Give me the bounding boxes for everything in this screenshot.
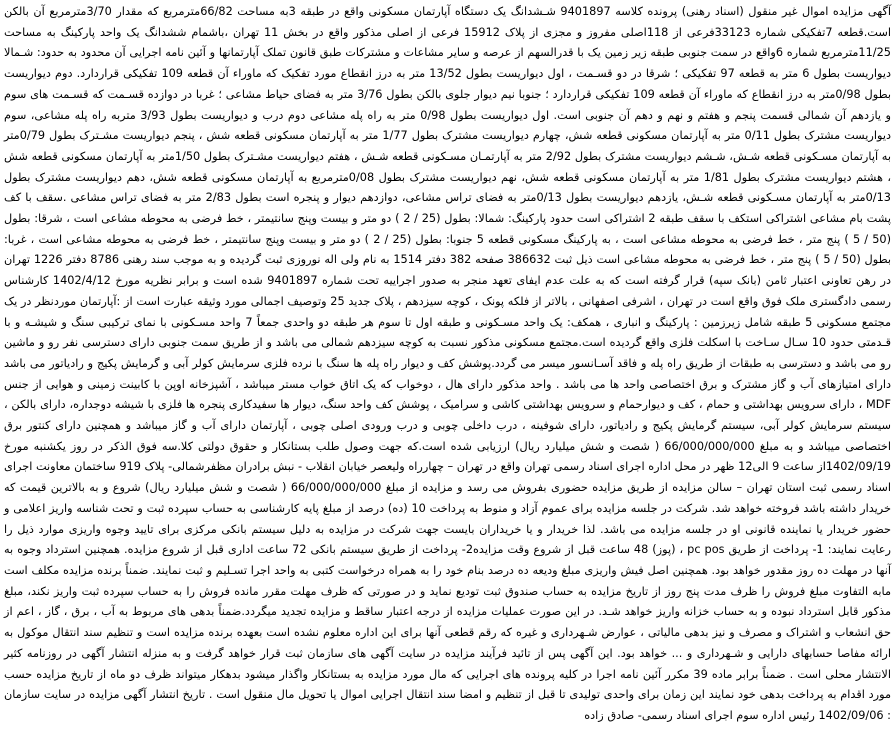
auction-notice-body: آگهی مزایده اموال غیر منقول (اسناد رهنی) پرونده کلاسه 9401897 شـشدانگ یک دستگاه آپارتمان مسکونی واقع در طبقه 3به مساحت 66/82مترمربع که مقدار 3/70مترمربع آن بالکن است.قطعه 7تفکیکی شماره 33123فرعی از 118اصلی مفروز و مجزی از پلاک 15912 فرعی از اصلی مذکور واقع در بخش 11 تهران ،باشمام ششدانگ یک واحد پارکینگ به مساحت 11/25مترمربع شماره 6واقع در سمت جنوبی طبقه زیر زمین یک با قدرالسهم از عرصه و سایر مشاعات و مشترکات طبق قانون تملک آپارتمانها و آئین نامه اجرایی آن محدود به حدود: شـمالا دیواریست بطول 6 متر به قطعه 97 تفکیکی ؛ شرقا در دو قسـمت ، اول دیواریست بطول 13/52 متر به درز انقطاع مورد تفکیک که ماوراء آن قطعه 109 تفکیکی قراردارد. دوم دیواریست بطول 0/98متر به درز انقطاع که ماوراء آن قطعه 109 تفکیکی قراردارد ؛ جنوبا نیم دیوار جلوی بالکن بطول 3/76 متر به فضای حیاط مشاعی ؛ غربا در دوازده قسـمت که قسـمت های سوم و یازدهم آن شمالی قسمت پنجم و هفتم و نهم و دهم آن جنوبی است. اول دیواریست بطول 0/98 متر به راه پله مشاعی دوم درب و دیواریست بطول 3/93 متربه راه پله مشاعی، سوم دیواریست مشترک بطول 0/11 متر به آپارتمان مسکونی قطعه شش، چهارم دیواریست مشترک بطول 1/77 متر به آپارتمان مسکونی قطعه شش ، پنجم دیواریست مشـترک بطول 0/79متر به آپارتمان مسـکونی قطعه شـش، شـشم دیواریست مشترک بطول 2/92 متر به آپارتمـان مسـکونی قطعه شـش ، هفتم دیواریست مشـترک بطول 1/50متر به آپارتمان مسکونی قطعه شش ، هشتم دیواریست مشترک بطول 1/81 متر به آپارتمان مسکونی قطعه شش، نهم دیواریست مشترک بطول 0/08مترمربع به آپارتمان مسکونی قطعه شش، دهم دیواریست مشترک بطول 0/13متر به آپارتمان مسـکونی قطعه شـش، یازدهم دیواریست بطول 0/13متر به فضای تراس مشاعی، دوازدهم دیوار و پنجره است بطول 2/83 متر به فضای تراس مشاعی .سقف با کف پشت بام مشاعی اشتراکی استکف با سقف طبقه 2 اشتراکی است حدود پارکینگ: شمالا: بطول (25 / 2 ) دو متر و بیست وپنج سانتیمتر ، خط فرضی به محوطه مشاعی است ، شرقا: بطول (50 / 5 ) پنج متر ، خط فرضی به محوطه مشاعی است ، به پارکینگ مسکونی قطعه 5 جنوبا: بطول (25 / 2 ) دو متر و بیست وپنج سانتیمتر ، خط فرضی به محوطه مشاعی است ، غربا: بطول (50 / 5 ) پنج متر ، خط فرضی به محوطه مشاعی است ذیل ثبت 386632 صفحه 382 دفتر 1514 به نام ولی اله نوروزی ثبت گردیده و به موجب سند رهنی 8786 دفتر 1226 تهران در رهن تعاونی اعتبار ثامن (بانک سپه) قرار گرفته است که به علت عدم ایفای تعهد منجر به صدور اجراییه تحت شماره 9401897 شده است و برابر نظریه مورخ 1402/4/12 کارشناس رسمی دادگستری ملک فوق واقع است در تهران ، اشرفی اصفهانی ، بالاتر از فلکه پونک ، کوچه سیزدهم ، پلاک جدید 25 وتوصیف اجمالی مورد وثیقه عبارت است از :آپارتمان موردنظر در یک مجتمع مسکونی 5 طبقه شامل زیرزمین : پارکینگ و انباری ، همکف: یک واحد مسـکونی و طبقه اول تا سوم هر طبقه دو واحدی جمعاً 7 واحد مسـکونی با نمای ترکیبی سنگ و شیشـه و با قـدمتی حدود 10 سـال سـاخت با اسکلت فلزی واقع گردیده است.مجتمع مسکونی مذکور نسبت به کوچه سیزدهم شمالی می باشد و از طریق سمت جنوبی دارای دسترسی نفر رو و ماشین رو می باشد و دسترسی به طبقات از طریق راه پله و فاقد آسـانسور میسر می گردد.پوشش کف و دیوار راه پله ها سنگ با نرده فلزی سرمایش کولر آبی و گرمایش پکیج و رادیاتور می باشد دارای امتیازهای آب و گاز مشترک و برق اختصاصی واحد ها می باشد . واحد مذکور دارای هال ، دوخواب که یک اتاق خواب مستر میباشد ، آشپزخانه اوپن با کابینت زمینی و هوایی از جنس MDF ، دارای سرویس بهداشتی و حمام ، کف و دیوارحمام و سرویس بهداشتی کاشی و سرامیک ، پوشش کف واحد سنگ، دیوار ها سفیدکاری پنجره ها فلزی با شیشه دوجداره، دارای بالکن ، سیستم سرمایش کولر آبی، سیستم گرمایش پکیج و رادیاتور، دارای شوفینه ، درب داخلی چوبی و درب ورودی اصلی چوبی ، آپارتمان دارای آب و گاز میباشد و همچنین دارای کنتور برق اختصاصی میباشد و به مبلغ 66/000/000/000 ( شصت و شش میلیارد ریال) ارزیابی شده است.که جهت وصول طلب بستانکار و حقوق دولتی کلا.سه فوق الذکر در روز یکشنبه مورخ 1402/09/19از ساعت 9 الی12 ظهر در محل اداره اجرای اسناد رسمی تهران واقع در تهران – چهارراه ولیعصر خیابان انقلاب - نبش برادران مظفرشمالی- پلاک 919 ساختمان معاونت اجرای اسناد رسمی ثبت استان تهران – سالن مزایده از طریق مزایده حضوری بفروش می رسد و مزایده از مبلغ 66/000/000/000 ( شصت و شش میلیارد ریال) شروع و به بالاترین قیمت که خریدار داشته باشد فروخته خواهد شد. شرکت در جلسه مزایده برای عموم آزاد و منوط به پرداخت 10 (ده) درصد از مبلغ پایه کارشناسی به حساب سپرده ثبت و تحت شناسه واریز اعلامی و حضور خریدار یا نماینده قانونی او در جلسه مزایده می باشد. لذا خریدار و یا خریداران بایست جهت شرکت در مزایده به دلیل سیستم بانکی مرکزی برای تایید وجوه واریزی موارد ذیل را رعایت نمایند: 1- پرداخت از طریق pc pos ، (پوز) 48 ساعت قبل از شروع وقت مزایده2- پرداخت از طریق سیستم بانکی 72 ساعت اداری قبل از شروع مزایده. همچنین استرداد وجوه به آنها در مهلت ده روز مقدور خواهد بود. همچنین اصل فیش واریزی مبلغ ودیعه ده درصد بنام خود را به همراه درخواست کتبی به واحد اجرا تسـلیم و ثبت نمایند. ضمناً برنده مزایده مکلف است مابه التفاوت مبلغ فروش را ظرف مدت پنج روز از تاریخ مزایده به حساب صندوق ثبت تودیع نماید و در صورتی که ظرف مهلت مقرر مانده فروش را به حساب سپرده ثبت واریز نکند، مبلغ مذکور قابل استرداد نبوده و به حساب خزانه واریز خواهد شـد. در این صورت عملیات مزایده از درجه اعتبار ساقط و مزایده تجدید میگردد.ضمناً بدهی های مربوط به آب ، برق ، گاز ، اعم از حق انشعاب و اشتراک و مصرف و نیز بدهی مالیاتی ، عوارض شـهرداری و غیره که رقم قطعی آنها برای این اداره معلوم نشده است بعهده برنده مزایده است و تنظیم سند انتقال موکول به ارائه مفاصا حسابهای دارایی و شـهرداری و ... خواهد بود. این آگهی پس از تائید فرآیند مزایده در سایت آگهی های سازمان ثبت قرار خواهد گرفت و به منزله انتشار آگهی در روزنامه کثیر الانتشار محلی است . ضمناً برابر ماده 39 مکرر آئین نامه اجرا در کلیه پرونده های اجرایی که مال مورد مزایده به بستانکار واگذار میشود بدهکار میتواند ظرف دو ماه از تاریخ مزایده حسب مورد اقدام به پرداخت بدهی خود نمایند این زمان برای واحدی تولیدی تا قبل از تنظیم و امضا سند انتقال اجرایی اموال یا تحویل مال منقول است . تاریخ انتشار آگهی مزایده در سایت سازمان : 1402/09/06 رئیس اداره سوم اجرای اسناد رسمی- صادق زاده: [4, 5, 892, 722]
